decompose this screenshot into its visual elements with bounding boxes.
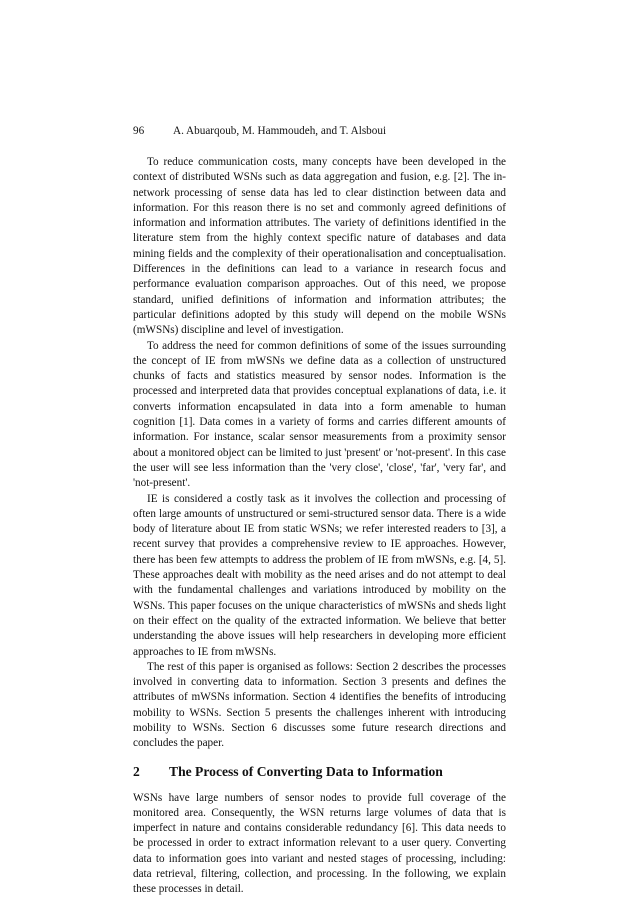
header-authors: A. Abuarqoub, M. Hammoudeh, and T. Alsboui <box>173 125 387 137</box>
paragraph-section-2: WSNs have large numbers of sensor nodes to provide full coverage of the monitored area. Consequently, the WSN returns large volumes of data that is imperfect in nature and contains considerable redundancy [6]. This data needs to be processed in order to extract information relevant to a user query. Converting data to information goes into variant and nested stages of processing, including: data retrieval, filtering, collection, and processing. In the following, we explain these processes in detail. <box>133 791 506 896</box>
paragraph-intro-4: The rest of this paper is organised as follows: Section 2 describes the processes involved in converting data to information. Section 3 presents and defines the attributes of mWSNs information. Section 4 identifies the benefits of introducing mobility to WSNs. Section 5 presents the challenges inherent with introducing mobility to WSNs. Section 6 discusses some future research directions and concludes the paper. <box>133 660 506 750</box>
paragraph-intro-2: To address the need for common definitions of some of the issues surrounding the concept of IE from mWSNs we define data as a collection of unstructured chunks of facts and statistics measured by sensor nodes. Information is the processed and interpreted data that provides conceptual explanations of data, i.e. it converts information encapsulated in data into a form amenable to human cognition [1]. Data comes in a variety of forms and carries different amounts of information. For instance, scalar sensor measurements from a proximity sensor about a monitored object can be limited to just 'present' or 'not-present'. In this case the user will see less information than the 'very close', 'close', 'far', 'very far', and 'not-present'. <box>133 339 506 490</box>
body-text <box>133 155 506 898</box>
page-number: 96 <box>133 125 145 137</box>
section-title: The Process of Converting Data to Information <box>169 763 443 779</box>
section-heading <box>133 764 506 780</box>
running-header <box>133 124 386 138</box>
section-number: 2 <box>133 763 140 779</box>
paragraph-intro-3: IE is considered a costly task as it involves the collection and processing of often large amounts of unstructured or semi-structured sensor data. There is a wide body of literature about IE from static WSNs; we refer interested readers to [3], a recent survey that provides a comprehensive review to IE approaches. However, there has been few attempts to address the problem of IE from mWSNs, e.g. [4, 5]. These approaches dealt with mobility as the need arises and do not attempt to deal with the fundamental challenges and variations introduced by mobility on the WSNs. This paper focuses on the unique characteristics of mWSNs and sheds light on their effect on the quality of the extracted information. We believe that better understanding the above issues will help researchers in developing more efficient approaches to IE from mWSNs. <box>133 492 506 658</box>
paragraph-intro-1: To reduce communication costs, many concepts have been developed in the context of distributed WSNs such as data aggregation and fusion, e.g. [2]. The in-network processing of sense data has led to clear distinction between data and information. For this reason there is no set and commonly agreed definitions of information and information attributes. The variety of definitions identified in the literature stem from the highly context specific nature of databases and data mining fields and the complexity of their operationalisation and conceptualisation. Differences in the definitions can lead to a variance in research focus and performance evaluation comparison approaches. Out of this need, we propose standard, unified definitions of information and information attributes; the particular definitions adopted by this study will depend on the mobile WSNs (mWSNs) discipline and level of investigation. <box>133 156 506 337</box>
